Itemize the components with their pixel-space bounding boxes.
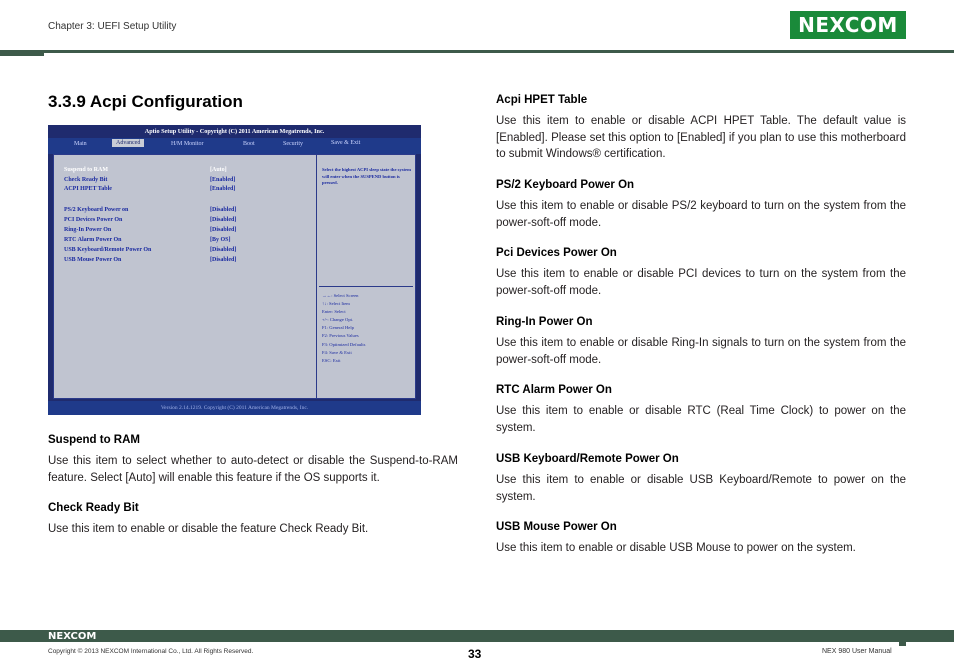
- bios-item-label: USB Keyboard/Remote Power On: [64, 247, 152, 253]
- bios-item-value: [Disabled]: [210, 207, 237, 213]
- text-usb-mouse: Use this item to enable or disable USB Mouse to power on the system.: [496, 542, 856, 554]
- bios-item-value: [Disabled]: [210, 247, 237, 253]
- heading-acpi-hpet: Acpi HPET Table: [496, 94, 588, 106]
- heading-check-ready-bit: Check Ready Bit: [48, 502, 139, 514]
- heading-pci-devices: Pci Devices Power On: [496, 247, 617, 259]
- bios-help-divider: [319, 286, 413, 287]
- bios-item: [64, 247, 237, 253]
- bios-item: [64, 167, 227, 173]
- bios-item-label: PS/2 Keyboard Power on: [64, 207, 129, 213]
- text-acpi-hpet: Use this item to enable or disable ACPI HPET Table. The default value is [Enabled]. Please set this option to [Enabled] if you plan to use this motherboard to submit Windows® certification.: [496, 115, 906, 160]
- bios-key: Enter: Select: [322, 309, 346, 315]
- copyright: Copyright © 2013 NEXCOM International Co., Ltd. All Rights Reserved.: [48, 648, 254, 655]
- bios-key: F1: General Help: [322, 325, 354, 331]
- bios-key: +/-: Change Opt.: [322, 317, 354, 323]
- bios-key: F3: Optimized Defaults: [322, 341, 366, 347]
- bios-key: ESC: Exit: [322, 357, 341, 363]
- header-rule: [0, 50, 954, 53]
- bios-tab-bar: [48, 138, 421, 154]
- manual-name: NEX 980 User Manual: [822, 648, 892, 655]
- chapter-label: Chapter 3: UEFI Setup Utility: [48, 21, 177, 32]
- bios-tab-advanced: Advanced: [112, 139, 144, 147]
- bios-item-label: Suspend to RAM: [64, 167, 109, 173]
- bios-tab-hm-monitor: H/M Monitor: [171, 141, 204, 147]
- heading-ring-in: Ring-In Power On: [496, 316, 593, 328]
- text-check-ready-bit: Use this item to enable or disable the feature Check Ready Bit.: [48, 523, 369, 535]
- footer-square-icon: [899, 639, 906, 646]
- logo-text: NEXCOM: [798, 13, 898, 37]
- bios-item: [64, 207, 237, 213]
- heading-usb-mouse: USB Mouse Power On: [496, 521, 617, 533]
- header-rule-accent: [0, 50, 44, 56]
- bios-footer: Version 2.14.1219. Copyright (C) 2011 American Megatrends, Inc.: [48, 401, 421, 415]
- bios-item-value: [Disabled]: [210, 227, 237, 233]
- bios-item-label: PCI Devices Power On: [64, 217, 123, 223]
- bios-help-text: Select the highest ACPI sleep state the system will enter when the SUSPEND button is pressed.: [322, 167, 411, 185]
- bios-item-value: [Auto]: [210, 167, 227, 173]
- text-ps2-keyboard: Use this item to enable or disable PS/2 keyboard to turn on the system from the power-soft-off mode.: [496, 200, 906, 229]
- bios-item-value: [By OS]: [210, 237, 231, 243]
- bios-tab-save-exit: Save & Exit: [331, 140, 361, 146]
- heading-suspend-to-ram: Suspend to RAM: [48, 434, 140, 446]
- bios-item-label: Ring-In Power On: [64, 227, 112, 233]
- bios-tab-boot: Boot: [243, 141, 255, 147]
- bios-tab-main: Main: [74, 141, 87, 147]
- bios-item-label: Check Ready Bit: [64, 177, 108, 183]
- bios-panel: [53, 154, 416, 399]
- bios-item-label: RTC Alarm Power On: [64, 237, 122, 243]
- text-pci-devices: Use this item to enable or disable PCI devices to turn on the system from the power-soft-off mode.: [496, 268, 906, 297]
- bios-tab-security: Security: [283, 141, 303, 147]
- text-ring-in: Use this item to enable or disable Ring-In signals to turn on the system from the power-soft-off mode.: [496, 337, 906, 366]
- bios-item: [64, 217, 237, 223]
- bios-item-value: [Enabled]: [210, 177, 236, 183]
- bios-key: →←: Select Screen: [322, 293, 359, 298]
- bios-item: [64, 237, 231, 243]
- heading-rtc-alarm: RTC Alarm Power On: [496, 384, 612, 396]
- bios-settings-list: [54, 155, 317, 398]
- bios-item: [64, 257, 237, 263]
- heading-usb-keyboard: USB Keyboard/Remote Power On: [496, 453, 679, 465]
- footer-bar: [0, 630, 954, 642]
- page-number: 33: [468, 647, 482, 661]
- bios-item-value: [Enabled]: [210, 186, 236, 192]
- text-suspend-to-ram: Use this item to select whether to auto-detect or disable the Suspend-to-RAM feature. Select [Auto] will enable this feature if the OS supports it.: [48, 455, 458, 484]
- footer-logo: NEXCOM: [48, 631, 97, 642]
- bios-key: ↑↓: Select Item: [322, 301, 350, 307]
- bios-key: F4: Save & Exit: [322, 349, 352, 355]
- bios-help-panel: [317, 155, 415, 398]
- heading-ps2-keyboard: PS/2 Keyboard Power On: [496, 179, 635, 191]
- bios-item: [64, 227, 237, 233]
- bios-item: [64, 186, 236, 192]
- bios-title: Aptio Setup Utility - Copyright (C) 2011 American Megatrends, Inc.: [48, 125, 421, 138]
- text-rtc-alarm: Use this item to enable or disable RTC (Real Time Clock) to power on the system.: [496, 405, 906, 434]
- bios-key: F2: Previous Values: [322, 333, 359, 339]
- bios-item-label: ACPI HPET Table: [64, 186, 112, 192]
- bios-item-value: [Disabled]: [210, 217, 237, 223]
- footer-square-icon: [890, 630, 898, 638]
- bios-key-legend: [322, 292, 365, 365]
- bios-screenshot: [48, 125, 421, 415]
- text-usb-keyboard: Use this item to enable or disable USB Keyboard/Remote to power on the system.: [496, 474, 906, 503]
- bios-item: [64, 177, 236, 183]
- bios-item-value: [Disabled]: [210, 257, 237, 263]
- bios-item-label: USB Mouse Power On: [64, 257, 122, 263]
- nexcom-logo: [790, 11, 906, 39]
- page-title: 3.3.9 Acpi Configuration: [48, 92, 243, 111]
